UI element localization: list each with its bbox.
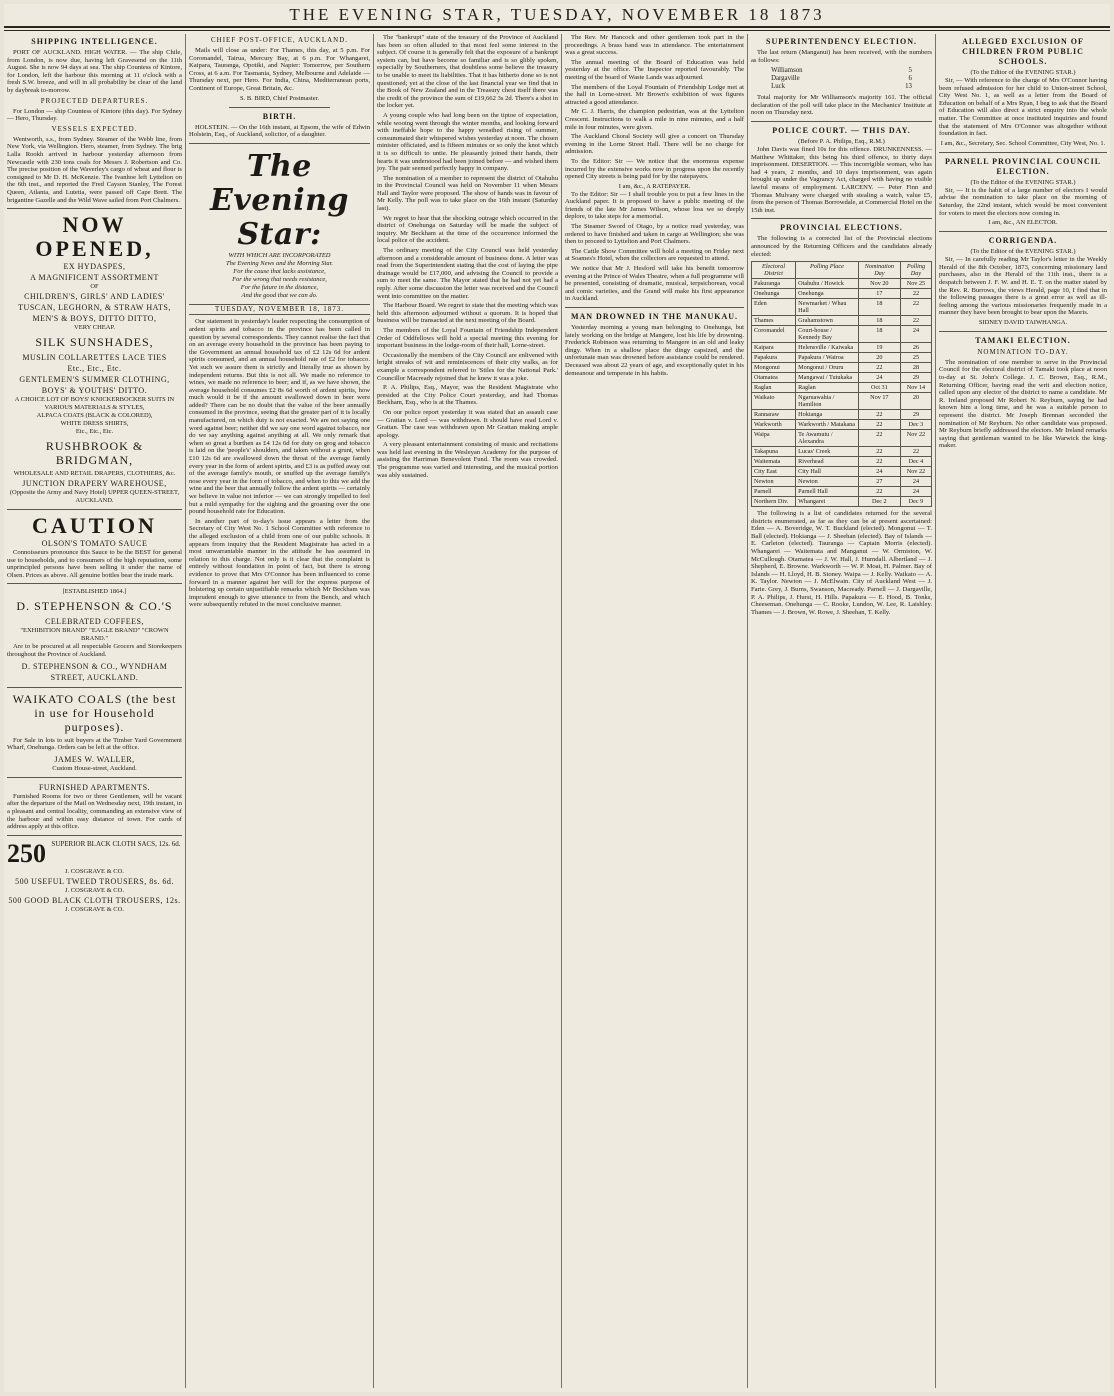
ad-line: OF bbox=[90, 283, 99, 291]
table-row bbox=[752, 353, 932, 363]
nomination-day-cell: 18 bbox=[858, 299, 900, 316]
ad-line: A CHOICE LOT OF BOYS' KNICKERBOCKER SUITS IN VARIOUS MATERIALS & STYLES, bbox=[14, 396, 175, 412]
editorial-paragraph: In another part of to-day's issue appears a letter from the Secretary of City West No. 1 School Committee with reference to the alleged exclusion of a child from one of our public schools. It appears from inquiry that the Resident Magistrate has acted in a most unwarrantable manner in the attitude he has assumed in relation to this charge. Not only is it clear that the complaint is entirely without foundation in point of fact, but there is strong evidence to prove that Mrs O'Connor has been influenced to come forward in a manner against her will for the express purpose of bolstering up certain unjustifiable remarks which Mr Beckham was imprudent enough to give utterance to from the Bench, and which were subsequently refuted in the most conclusive manner. bbox=[189, 517, 370, 609]
polling-place-cell: Riverhead bbox=[796, 457, 859, 467]
apartments-advertisement bbox=[7, 782, 182, 831]
provincial-elections-intro: The following is a corrected list of the Provincial elections announced by the Returning Officers and the candidates already elected: bbox=[751, 235, 932, 258]
birth-notice: HOLSTEIN. — On the 16th instant, at Epsom, the wife of Edwin Holstein, Esq., of Auckland, solicitor, of a daughter. bbox=[189, 123, 370, 139]
letter-address: (To the Editor of the EVENING STAR.) bbox=[970, 69, 1076, 76]
news-paragraph: The Harbour Board. We regret to state that the meeting which was held this afternoon adjourned without a quorum. It is hoped that business will be transacted at the next meeting of the Board. bbox=[377, 302, 558, 325]
coal-address: Custom House-street, Auckland. bbox=[52, 764, 137, 772]
apartments-heading: FURNISHED APARTMENTS. bbox=[38, 782, 151, 792]
shipping-text: PORT OF AUCKLAND. HIGH WATER. — The ship Chile, from London, is now due, having left Gravesend on the 11th August. She is now 94 days at sea. The ship Countess of Kintore, for London, left the harbour this morning at 11 o'clock with a fresh S.W. breeze, and will in all probability be clear of the land by daybreak to-morrow. bbox=[7, 49, 182, 94]
table-row bbox=[752, 373, 932, 383]
paper-title: The Evening Star: bbox=[210, 148, 349, 252]
ad-line: A MAGNIFICENT ASSORTMENT bbox=[30, 273, 159, 283]
news-paragraph: P. A. Philips, Esq., Mayor, was the Resident Magistrate who presided at the City Police Court yesterday, and had Thomas Beckham, Esq., who is at the Thames. bbox=[377, 384, 558, 407]
nomination-day-cell: 22 bbox=[858, 430, 900, 447]
divider bbox=[751, 121, 932, 122]
clothing-item: SUPERIOR BLACK CLOTH SACS, 12s. 6d. bbox=[51, 839, 181, 848]
caution-subheading: OLSON'S TOMATO SAUCE bbox=[41, 539, 148, 549]
polling-day-cell: 28 bbox=[900, 363, 931, 373]
district-cell: Rannaraw bbox=[752, 410, 796, 420]
table-row bbox=[752, 383, 932, 393]
vote-row bbox=[769, 75, 914, 83]
divider bbox=[7, 583, 182, 584]
nomination-day-cell: Dec 2 bbox=[858, 497, 900, 507]
ad-line: ALPACA COATS (BLACK & COLORED), bbox=[36, 412, 153, 420]
polling-place-cell: Whangarei bbox=[796, 497, 859, 507]
superintendency-intro: The last return (Manganui) has been received, with the numbers as follows: bbox=[751, 49, 932, 64]
apartments-text: Furnished Rooms for two or three Gentlemen, will be vacant after the departure of the Mail on Wednesday next, 19th instant, in a pleasant and central locality, commanding an extensive view of the harbour and within easy distance of town. For cards of address apply at this office. bbox=[7, 792, 182, 831]
coffee-text: Are to be procured at all respectable Grocers and Storekeepers throughout the Province of Auckland. bbox=[7, 643, 182, 659]
polling-place-cell: Te Awamutu / Alexandra bbox=[796, 430, 859, 447]
post-office-heading: CHIEF POST-OFFICE, AUCKLAND. bbox=[210, 36, 349, 44]
clothing-ad-row bbox=[7, 840, 182, 868]
divider bbox=[939, 152, 1107, 153]
motto-line: And the good that we can do. bbox=[241, 291, 318, 299]
established-note: [ESTABLISHED 1864.] bbox=[62, 588, 127, 596]
coal-advertisement bbox=[7, 692, 182, 773]
polling-place-cell: Mongonui / Oruru bbox=[796, 363, 859, 373]
polling-day-cell: 22 bbox=[900, 316, 931, 326]
nomination-day-cell: 27 bbox=[858, 477, 900, 487]
polling-day-cell: 20 bbox=[900, 393, 931, 410]
polling-day-cell: 22 bbox=[900, 447, 931, 457]
shipping-heading: SHIPPING INTELLIGENCE. bbox=[31, 37, 158, 46]
ad-firm-desc: WHOLESALE AND RETAIL DRAPERS, CLOTHIERS, &c. bbox=[13, 470, 176, 478]
polling-place-cell: Warkworth / Matakana bbox=[796, 420, 859, 430]
district-cell: Parnell bbox=[752, 487, 796, 497]
divider bbox=[7, 777, 182, 778]
coffee-brands: "EXHIBITION BRAND" "EAGLE BRAND" "CROWN BRAND." bbox=[20, 627, 169, 643]
polling-place-cell: Papakura / Wairoa bbox=[796, 353, 859, 363]
ad-line: WHITE DRESS SHIRTS, bbox=[60, 420, 129, 428]
divider bbox=[7, 509, 182, 510]
clothing-count: 250 bbox=[7, 838, 46, 868]
news-paragraph: The Rev. Mr Hancock and other gentlemen took part in the proceedings. A brass band was in attendance. The entertainment was a great success. bbox=[565, 34, 744, 57]
table-row bbox=[752, 487, 932, 497]
coal-heading: WAIKATO COALS (the best in use for Household purposes). bbox=[12, 691, 177, 734]
incorporates-papers: The Evening News and the Morning Star. bbox=[225, 259, 334, 267]
nomination-day-cell: 17 bbox=[858, 289, 900, 299]
clothing-item: 500 USEFUL TWEED TROUSERS, 8s. 6d. bbox=[15, 876, 174, 886]
polling-place-cell: Newmarket / Whau Hall bbox=[796, 299, 859, 316]
district-cell: Waitemata bbox=[752, 457, 796, 467]
letter-paragraph: To the Editor: Sir — I shall trouble you to put a few lines in the Auckland paper. It is proposed to have a public meeting of the friends of the late Mr James Wilson, whose loss we so deeply deplore, to take steps for a memorial. bbox=[565, 190, 744, 221]
polling-day-cell: Nov 25 bbox=[900, 279, 931, 289]
table-row bbox=[752, 457, 932, 467]
polling-day-cell: 24 bbox=[900, 326, 931, 343]
news-paragraph: The Auckland Choral Society will give a concert on Thursday evening in the Lorne Street Hall. There will be no charge for admission. bbox=[565, 133, 744, 156]
district-cell: Kaipara bbox=[752, 343, 796, 353]
clothing-item: 500 GOOD BLACK CLOTH TROUSERS, 12s. bbox=[8, 895, 181, 905]
table-row bbox=[752, 447, 932, 457]
district-cell: Northern Div. bbox=[752, 497, 796, 507]
divider bbox=[7, 687, 182, 688]
news-paragraph: We notice that Mr J. Hesford will take his benefit tomorrow evening at the Prince of Wales Theatre, when a full programme will be presented, consisting of dramatic, musical, terpsichorean, vocal and comic varieties, and the Grand will make his first appearance in Auckland. bbox=[565, 265, 744, 303]
ad-line: CHILDREN'S, GIRLS' AND LADIES' bbox=[24, 292, 165, 302]
ad-line: MUSLIN COLLARETTES LACE TIES bbox=[22, 353, 167, 363]
letter-signature: I am, &c., AN ELECTOR. bbox=[988, 219, 1058, 227]
table-row bbox=[752, 326, 932, 343]
police-court-bench: (Before P. A. Philips, Esq., R.M.) bbox=[798, 137, 885, 145]
district-cell: Eden bbox=[752, 299, 796, 316]
drowned-text: Yesterday morning a young man belonging to Onehunga, but lately working on the bridge at Mangere, lost his life by drowning. Frederick Robinson was returning to Mangere in an old and leaky dingy. When in a shallow place the dingy capsized, and the unfortunate man was drowned before assistance could be rendered. Deceased was about 22 years of age, and exceptionally quiet in his demeanour and temperate in his habits. bbox=[565, 324, 744, 377]
projected-text: For London — ship Countess of Kintore (this day). For Sydney — Hero, Thursday. bbox=[7, 107, 182, 123]
column-3 bbox=[373, 34, 561, 1388]
nomination-day-cell: Nov 20 bbox=[858, 279, 900, 289]
polling-place-cell: Raglan bbox=[796, 383, 859, 393]
table-row bbox=[752, 316, 932, 326]
editorial-dateline: TUESDAY, NOVEMBER 18, 1873. bbox=[189, 304, 370, 316]
polling-day-cell: Dec 4 bbox=[900, 457, 931, 467]
column-4 bbox=[561, 34, 747, 1388]
expected-text: Wentworth, s.s., from Sydney. Steamer of the Webb line, from New York, via Wellington. Hero, steamer, from Sydney. The brig Lalla Rookh arrived in harbour yesterday afternoon from Newcastle with 230 tons coals for Messrs J. Robertson and Co. The precise position of the Waverley's cargo of wheat and flour is consigned to Mr D. H. McKenzie. The Ivanhoe left Lyttelton on the 6th inst., and reported the Fred Cayson Stanley, The Forest Queen, Atlanta, and Lutetia, were passed off Cape Brett. The brigantine Gazelle and the Wild Wave sailed from Port Chalmers. bbox=[7, 135, 182, 204]
district-cell: Newton bbox=[752, 477, 796, 487]
column-1 bbox=[4, 34, 185, 1388]
coffee-address: D. STEPHENSON & CO., WYNDHAM STREET, AUCKLAND. bbox=[21, 661, 168, 682]
news-paragraph: The members of the Loyal Fountain of Friendship Independent Order of Oddfellows will hold a special meeting this evening for important business in the lodge-room of their hall, Lorne-street. bbox=[377, 326, 558, 350]
table-row bbox=[752, 430, 932, 447]
table-row bbox=[752, 497, 932, 507]
elections-table-header bbox=[752, 262, 932, 279]
nomination-day-cell: 18 bbox=[858, 316, 900, 326]
ad-line: BOYS' & YOUTHS' DITTO. bbox=[41, 386, 148, 396]
column-header: Electoral District bbox=[752, 262, 796, 279]
district-cell: Waipa bbox=[752, 430, 796, 447]
post-office-signature: S. B. BIRD, Chief Postmaster. bbox=[239, 94, 320, 102]
editorial-title-block bbox=[189, 150, 370, 300]
table-row bbox=[752, 279, 932, 289]
coffee-advertisement bbox=[7, 588, 182, 682]
coffee-heading: D. STEPHENSON & CO.'S bbox=[16, 599, 173, 614]
polling-place-cell: Court-house / Kennedy Bay bbox=[796, 326, 859, 343]
parnell-letter: Sir, — It is the habit of a large number of electors I would advise the nomination to take place on the morning of Saturday, the 22nd instant, which would be most convenient for voters to meet the electors now coming in. bbox=[939, 186, 1107, 217]
district-cell: Onehunga bbox=[752, 289, 796, 299]
polling-day-cell: 22 bbox=[900, 289, 931, 299]
nomination-day-cell: 18 bbox=[858, 326, 900, 343]
parnell-heading: PARNELL PROVINCIAL COUNCIL ELECTION. bbox=[944, 156, 1102, 176]
table-row bbox=[752, 299, 932, 316]
divider bbox=[7, 835, 182, 836]
ad-line: SILK SUNSHADES, bbox=[35, 335, 154, 350]
vote-count: 5 bbox=[908, 67, 912, 75]
news-paragraph: The "bankrupt" state of the treasury of the Province of Auckland has been so often alluded to that most feel some interest in the subject. Of course it is generally felt that the exposure of a bankrupt system can, but have become so familiar and is so glibly spoken, especially by Southerners, that doubtless some believe the treasury to be unable to meet its liabilities. That it has hitherto done so is not questioned; yet at the close of the last financial year we find that in the Book of New Zealand and in the Treasury chest itself there was the credit of the province the sum of £19,662 3s 2d. There's a shot in the locker yet. bbox=[377, 34, 558, 110]
district-cell: Warkworth bbox=[752, 420, 796, 430]
news-paragraph: Mr C. J. Harris, the champion pedestrian, was at the Lyttelton Crescent. Instructions to walk a mile in nine minutes, and a half mile in four minutes, were given. bbox=[565, 108, 744, 131]
coal-name: JAMES W. WALLER, bbox=[54, 754, 135, 764]
letter-address: (To the Editor of the EVENING STAR.) bbox=[970, 178, 1076, 186]
nomination-day-cell: Oct 31 bbox=[858, 383, 900, 393]
district-cell: City East bbox=[752, 467, 796, 477]
corrigenda-letter: Sir, — In carefully reading Mr Taylor's letter in the Weekly Herald of the 8th October, 1873, concerning missionary land purchases, also in the Herald of the 11th inst., there is a despatch between J. F. W. and H. E. T. on the matter stated by the Rev. R. Burrows, the views Herald, page 10, I find that in the following passages there is a great error as well as ill-feeling among the various missionaries frequently made in a manner they have been brought to bear upon the Maoris. bbox=[939, 256, 1107, 317]
divider bbox=[565, 307, 744, 308]
ad-line: GENTLEMEN'S SUMMER CLOTHING, bbox=[19, 375, 170, 385]
caution-advertisement bbox=[7, 514, 182, 579]
column-header: Nomination Day bbox=[858, 262, 900, 279]
vote-count: 6 bbox=[908, 75, 912, 83]
ad-now-opened: NOW OPENED, bbox=[35, 212, 154, 262]
ad-firm-store: JUNCTION DRAPERY WAREHOUSE, bbox=[22, 479, 167, 489]
masthead: THE EVENING STAR, TUESDAY, NOVEMBER 18 1873 bbox=[4, 4, 1110, 28]
motto-line: For the cause that lacks assistance, bbox=[233, 267, 326, 275]
table-row bbox=[752, 393, 932, 410]
vote-row bbox=[769, 67, 914, 75]
news-paragraph: The members of the Loyal Fountain of Friendship Lodge met at the hall in Lorne-street. Mr Brown's exhibition of wax figures attracted a good attendance. bbox=[565, 83, 744, 106]
nomination-day-cell: 22 bbox=[858, 457, 900, 467]
ad-firm-name: RUSHBROOK & BRIDGMAN, bbox=[45, 439, 144, 468]
nomination-day-cell: 22 bbox=[858, 363, 900, 373]
projected-heading: PROJECTED DEPARTURES. bbox=[40, 96, 149, 105]
divider bbox=[751, 218, 932, 219]
divider bbox=[229, 107, 330, 108]
coffee-subheading: CELEBRATED COFFEES, bbox=[45, 617, 144, 627]
vote-table bbox=[769, 67, 914, 91]
polling-day-cell: 29 bbox=[900, 373, 931, 383]
polling-place-cell: Parnell Hall bbox=[796, 487, 859, 497]
masthead-rule bbox=[4, 30, 1110, 31]
news-paragraph: On our police report yesterday it was stated that an assault case — Grattan v. Lord — was withdrawn. It should have read Lord v. Grattan. The case was withdrawn upon Mr Grattan making ample apology. bbox=[377, 408, 558, 439]
polling-place-cell: Ngaruawahia / Hamilton bbox=[796, 393, 859, 410]
motto-line: For the future in the distance, bbox=[240, 283, 319, 291]
polling-day-cell: 22 bbox=[900, 299, 931, 316]
superintendency-summary: Total majority for Mr Williamson's majority 161. The official declaration of the poll will take place in the Mechanics' Institute at noon on Thursday next. bbox=[751, 94, 932, 117]
polling-day-cell: 25 bbox=[900, 353, 931, 363]
corrigenda-heading: CORRIGENDA. bbox=[988, 236, 1058, 246]
police-court-heading: POLICE COURT. — THIS DAY. bbox=[772, 125, 911, 135]
news-paragraph: Occasionally the members of the City Council are enlivened with bright streaks of wit and reminiscences of their city walks, as for example a correspondent referred to 'Stiles for the National Park.' Councillor Macready rejoined that he knew it was a joke. bbox=[377, 351, 558, 382]
polling-day-cell: 26 bbox=[900, 343, 931, 353]
nomination-heading: NOMINATION TO-DAY. bbox=[977, 347, 1069, 356]
ad-line: TUSCAN, LEGHORN, & STRAW HATS, bbox=[18, 303, 171, 313]
letter-signature: I am, &c., A RATEPAYER. bbox=[618, 182, 691, 190]
incorporates-line: WITH WHICH ARE INCORPORATED bbox=[228, 251, 331, 259]
letter-signature: I am, &c., Secretary, Sec. School Committee, City West, No. 1. bbox=[940, 139, 1106, 147]
caution-heading: CAUTION bbox=[32, 513, 157, 539]
divider bbox=[7, 208, 182, 209]
editorial-paragraph: Our statement in yesterday's leader respecting the consumption of ardent spirits and tobacco in the province has been called in question by several correspondents. They cannot realise the fact that on an average every household in the province has been paying to the Government an annual household tax of £2 12s 6d for ardent spirits consumed, and an annual household rate of £2 for tobacco. Yet such we assure them is strictly and literally true as shown by independent returns. But this is not all. We made no reference to wines, we made no reference to beer; and if, as we have shown, the average household consumes £2 8s 6d worth of ardent spirits, how much would it be if the amount swallowed down in beer were added? There can be no doubt that the value of the beer annually consumed in the province, seeing that the greater part of it is locally manufactured, on which duty is not exacted. We are not saying one word against beer; neither did we say one word against tobacco, nor do we say anything against anything at all. We only remark that when so great a burthen as £4 12s 6d for duty on grog and tobacco is laid on the 'people's' shoulders, and taken without a grunt, when £10 12s 6d are swallowed down the throat of the average family every year in the form of ardent spirits, and £3 is as puffed away out of the average family's mouth, or snuffed up the average family's nose every year in the form of tobacco, and when to this we add the wine and the beer that annually follow the ardent spirits — certainly we believe in value not inferior — we can strongly impelled to feel but a mild sympathy for the sighing and the groaning over the one pound household rate for Education. bbox=[189, 318, 370, 516]
news-paragraph: The nomination of a member to represent the district of Otahuhu in the Provincial Council was held on November 11 when Messrs Hall and Taylor were proposed. The show of hands was in favour of Mr Kelly. The poll was to take place on the 16th instant (Saturday last). bbox=[377, 174, 558, 213]
letter-address: (To the Editor of the EVENING STAR.) bbox=[970, 248, 1076, 256]
polling-place-cell: City Hall bbox=[796, 467, 859, 477]
vote-row bbox=[769, 83, 914, 91]
district-cell: Mongonui bbox=[752, 363, 796, 373]
column-2 bbox=[185, 34, 373, 1388]
letter-paragraph: To the Editor: Sir — We notice that the enormous expense incurred by the extensive works now in progress upon the recently opened City streets is being paid for by the ratepayers. bbox=[565, 157, 744, 181]
superintendency-heading: SUPERINTENDENCY ELECTION. bbox=[766, 37, 917, 46]
column-5 bbox=[747, 34, 935, 1388]
vote-count: 13 bbox=[905, 83, 912, 91]
polling-day-cell: Dec 9 bbox=[900, 497, 931, 507]
district-cell: Papakura bbox=[752, 353, 796, 363]
candidate-name: Williamson bbox=[771, 67, 803, 75]
drowned-heading: MAN DROWNED IN THE MANUKAU. bbox=[570, 312, 739, 321]
polling-day-cell: 24 bbox=[900, 477, 931, 487]
polling-place-cell: Helensville / Kaiwaka bbox=[796, 343, 859, 353]
nomination-day-cell: 24 bbox=[858, 373, 900, 383]
polling-place-cell: Newton bbox=[796, 477, 859, 487]
polling-place-cell: Hokianga bbox=[796, 410, 859, 420]
candidates-list: The following is a list of candidates returned for the several districts enumerated, as far as they can be at present ascertained: Eden — A. Boveridge, W. T. Buckland (elected). Mongonui — T. Ball (elected). Hokianga — J. Sheehan (elected). Bay of Islands — E. Carleton (elected). Tauranga — Captain Morris (elected). Whangarei — Waitemata and Manganui — W. Ormiston, W. McCullough. Otamatea — J. W. Hall, J. Hurndall. Albertland — J. Shepherd, E. Browne. Warkworth — W. P. Moat, H. Palmer. Bay of Islands — H. Lloyd, H. B. Stoney. Waipa — J. Kelly. Waikato — A. K. Taylor. Newton — J. McElwain. City of Auckland West — J. Farie. Grey, J. Burns, Swanson, Macready. Parnell — J. Dargaville, P. A. Philips, J. Hurst, H. Hills. Papakura — E. Hood, B. Tonks, Cheeseman. Onehunga — C. Rooke, Lundon, W. Lee, R. Laishley. Thames — J. Brown, W. Rowe, J. Sheehan, T. Kelly. bbox=[751, 510, 932, 616]
polling-day-cell: Nov 14 bbox=[900, 383, 931, 393]
candidate-name: Dargaville bbox=[771, 75, 800, 83]
clothing-seller: J. COSGRAVE & CO. bbox=[65, 886, 124, 894]
birth-heading: BIRTH. bbox=[262, 111, 297, 121]
news-paragraph: A young couple who had long been on the tiptoe of expectation, while wooing went through the winter months, and looking forward with ineffable hope to the happy wreathed rising of summer, consummated their whispered wishes yesterday at noon. The chosen minister officiated, and is fifteen minutes or so only the knot which it is so difficult to untie. He pleasantly joined their hands, their hearts it was understood had been joined before — and wished them joy. The pair seemed perfectly happy in company. bbox=[377, 111, 558, 173]
clothing-advertisement bbox=[7, 840, 182, 914]
candidate-name: Luck bbox=[771, 83, 786, 91]
table-row bbox=[752, 363, 932, 373]
district-cell: Coromandel bbox=[752, 326, 796, 343]
nomination-day-cell: 22 bbox=[858, 410, 900, 420]
news-paragraph: The Steamer Sword of Otago, by a notice read yesterday, was ordered to have finished and taken in cargo at Wellington; she was then to proceed to Lyttelton and Port Chalmers. bbox=[565, 223, 744, 246]
newspaper-page bbox=[4, 4, 1110, 1392]
district-cell: Otamatea bbox=[752, 373, 796, 383]
tamaki-heading: TAMAKI ELECTION. bbox=[975, 335, 1071, 345]
district-cell: Waikato bbox=[752, 393, 796, 410]
divider bbox=[939, 231, 1107, 232]
letter-signature: SIDNEY DAVID TAIWHANGA. bbox=[978, 318, 1068, 326]
elections-table bbox=[751, 261, 932, 507]
nomination-day-cell: Nov 17 bbox=[858, 393, 900, 410]
polling-day-cell: Nov 22 bbox=[900, 467, 931, 477]
divider bbox=[939, 331, 1107, 332]
news-paragraph: The Cattle Show Committee will hold a meeting on Friday next at Soames's Hotel, when the collectors are requested to attend. bbox=[565, 247, 744, 263]
nomination-day-cell: 19 bbox=[858, 343, 900, 353]
news-paragraph: We regret to hear that the shocking outrage which occurred in the district of Onehunga on Saturday will be made the subject of inquiry. Mr Beckham at the time of the occurrence informed the local police of the accident. bbox=[377, 214, 558, 245]
post-office-text: Mails will close as under: For Thames, this day, at 5 p.m. For Coromandel, Tairua, Mercury Bay, at 6 p.m. For Whangarei, Kaipara, Tauranga, Opotiki, and Napier: Tomorrow, per Southern Cross, at 6 a.m. For Tasmania, Sydney, Melbourne and Adelaide — Thursday next, per Hero. For India, China, Mediterranean ports, Continent of Europe, Great Britain, &c. bbox=[189, 47, 370, 92]
news-paragraph: A very pleasant entertainment consisting of music and recitations was held last evening in the Wesleyan Academy for the purpose of assisting the Harriman Benevolent Fund. The room was crowded. The programme was varied and interesting, and the musical portion was ably sustained. bbox=[377, 441, 558, 479]
clothing-seller: J. COSGRAVE & CO. bbox=[65, 867, 124, 875]
ad-line: Etc., Etc., Etc. bbox=[67, 364, 122, 374]
exclusion-heading: ALLEGED EXCLUSION OF CHILDREN FROM PUBLIC SCHOOLS. bbox=[962, 37, 1084, 66]
provincial-elections-heading: PROVINCIAL ELECTIONS. bbox=[780, 223, 903, 233]
ad-firm-address: (Opposite the Army and Navy Hotel) UPPER QUEEN-STREET, AUCKLAND. bbox=[9, 489, 180, 505]
polling-day-cell: Dec 3 bbox=[900, 420, 931, 430]
exclusion-letter: Sir, — With reference to the charge of Mrs O'Connor having been refused admission for her child to Union-street School, City West No. 1, as well as a letter from the Board of Education on behalf of a Mrs Ryan, I beg to ask that the Board of Education will also direct a strict enquiry into the whole matter. The Committee at once instituted inquiries and found that the statement of Mrs O'Connor was altogether without foundation in fact. bbox=[939, 77, 1107, 138]
district-cell: Raglan bbox=[752, 383, 796, 393]
column-header: Polling Day bbox=[900, 262, 931, 279]
table-row bbox=[752, 420, 932, 430]
column-header: Polling Place bbox=[796, 262, 859, 279]
nomination-day-cell: 24 bbox=[858, 467, 900, 477]
polling-place-cell: Mangawai / Tutukaka bbox=[796, 373, 859, 383]
ad-ex-ship: EX HYDASPES, bbox=[63, 262, 126, 272]
expected-heading: VESSELS EXPECTED. bbox=[51, 124, 138, 133]
nomination-text: The nomination of one member to serve in the Provincial Council for the electoral district of Tamaki took place at noon to-day at St. John's College. J. C. Brown, Esq., R.M., Returning Officer, having read the writ and election notice, called upon any elector of the district to name a candidate. Mr R. Ireland proposed Mr Robert N. Reyburn, saying he had known him a long time, and he was a suitable person to represent the district. Mr Joseph Brennan seconded the nomination of Mr Reyburn. No other candidate was proposed. Mr Reyburn briefly addressed the electors. Mr Ireland remarks saying that gentleman wanted to be like Warwick the king-maker. bbox=[939, 358, 1107, 450]
table-row bbox=[752, 289, 932, 299]
polling-day-cell: 29 bbox=[900, 410, 931, 420]
clothing-seller: J. COSGRAVE & CO. bbox=[65, 905, 124, 913]
district-cell: Thames bbox=[752, 316, 796, 326]
table-row bbox=[752, 477, 932, 487]
motto-line: For the wrong that needs resistance, bbox=[232, 275, 327, 283]
news-paragraph: The ordinary meeting of the City Council was held yesterday afternoon and a considerable amount of business done. A letter was read from the Superintendent stating that the cost of laying the pipe drainage would be £17,000, and advising the Council to provide a sum to meet the same. The Mayor stated that he had not yet had a reply. After some discussion the letter was received and the Council went into committee on the matter. bbox=[377, 247, 558, 300]
divider bbox=[189, 143, 370, 144]
ad-line: Etc., Etc., Etc. bbox=[75, 428, 114, 436]
ad-line: VERY CHEAP. bbox=[74, 324, 115, 332]
nomination-day-cell: 22 bbox=[858, 447, 900, 457]
nomination-day-cell: 20 bbox=[858, 353, 900, 363]
district-cell: Pakuranga bbox=[752, 279, 796, 289]
polling-day-cell: 24 bbox=[900, 487, 931, 497]
district-cell: Takapuna bbox=[752, 447, 796, 457]
coal-text: For Sale in lots to suit buyers at the Timber Yard Government Wharf, Onehunga. Orders can be left at the office. bbox=[7, 736, 182, 752]
polling-day-cell: Nov 22 bbox=[900, 430, 931, 447]
drapery-advertisement bbox=[7, 213, 182, 505]
nomination-day-cell: 22 bbox=[858, 487, 900, 497]
caution-text: Connoisseurs pronounce this Sauce to be the BEST for general use to households, and to consumers of the high reputation, some unprincipled persons have been selling it under the name of Olsen. Prices as above. All genuine bottles bear the trade mark. bbox=[7, 549, 182, 579]
police-court-text: John Davis was fined 10s for this offence. DRUNKENNESS. — Matthew Whittaker, this being his third offence, to thirty days imprisonment. DESERTION. — This incorrigible woman, who has had 4 years, 2 months, and 10 days imprisonment, was again brought up under the Vagrancy Act, charged with having no visible lawful means of employment. LARCENY. — Peter Finn and Thomas Mulvany were charged with stealing a watch, value £5, from the person of Thomas Borrowdale, at Commercial Hotel on the 15th inst. bbox=[751, 145, 932, 214]
nomination-day-cell: 22 bbox=[858, 420, 900, 430]
column-6 bbox=[935, 34, 1110, 1388]
table-row bbox=[752, 410, 932, 420]
news-paragraph: The annual meeting of the Board of Education was held yesterday at the office. The Inspector reported favourably. The meeting of the board of Waste Lands was adjourned. bbox=[565, 58, 744, 81]
polling-place-cell: Onehunga bbox=[796, 289, 859, 299]
table-row bbox=[752, 467, 932, 477]
polling-place-cell: Grahamstown bbox=[796, 316, 859, 326]
ad-line: MEN'S & BOYS, DITTO DITTO, bbox=[32, 314, 157, 324]
polling-place-cell: Lucas' Creek bbox=[796, 447, 859, 457]
table-row bbox=[752, 343, 932, 353]
polling-place-cell: Otahuhu / Howick bbox=[796, 279, 859, 289]
